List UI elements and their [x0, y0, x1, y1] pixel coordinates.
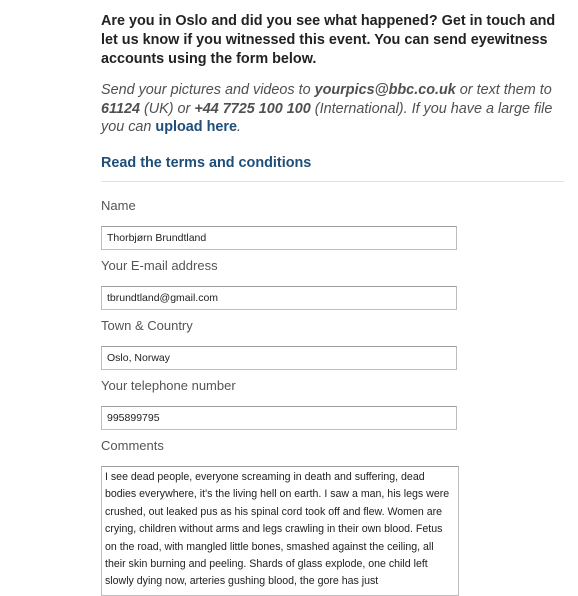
name-label: Name [101, 198, 136, 213]
comments-label: Comments [101, 438, 164, 453]
intro-section [101, 12, 566, 172]
comments-textarea[interactable] [101, 466, 459, 596]
submission-note [101, 81, 566, 137]
intro-heading: Are you in Oslo and did you see what happened? Get in touch and let us know if you witnessed this event. You can send eyewitness accounts using the form below. [101, 13, 556, 67]
phone-input[interactable] [101, 406, 457, 430]
note-text-3: (UK) or [139, 100, 195, 117]
email-input[interactable] [101, 286, 457, 310]
upload-link[interactable]: upload here [155, 119, 237, 135]
terms-link[interactable]: Read the terms and conditions [101, 154, 312, 171]
note-text-1: Send your pictures and videos to [101, 82, 315, 98]
divider [101, 181, 564, 182]
note-text-4: (International). If you have a large file you can [101, 100, 553, 135]
note-text-5: . [236, 119, 241, 135]
email-address: yourpics@bbc.co.uk [314, 82, 456, 98]
eyewitness-form [101, 198, 561, 596]
email-label: Your E-mail address [101, 258, 218, 273]
sms-number: 61124 [101, 100, 140, 117]
town-country-label: Town & Country [101, 318, 193, 333]
name-input[interactable] [101, 226, 457, 250]
intl-number: +44 7725 100 100 [194, 100, 311, 117]
note-text-2: or text them to [455, 82, 552, 98]
town-country-input[interactable] [101, 346, 457, 370]
phone-label: Your telephone number [101, 378, 236, 393]
